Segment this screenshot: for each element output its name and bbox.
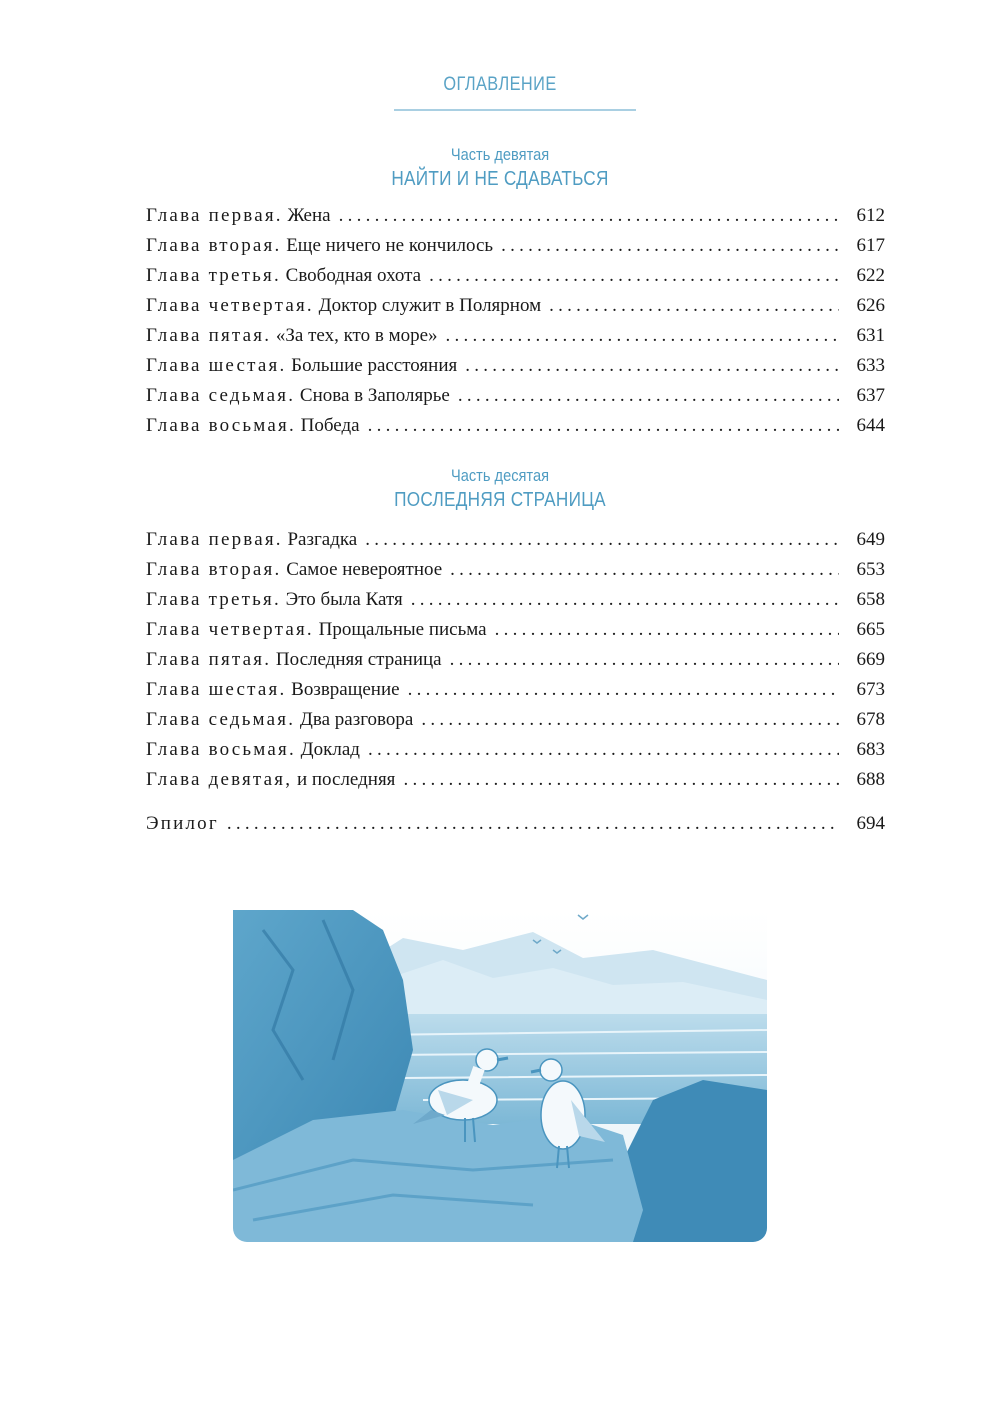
dot-leader (501, 231, 839, 261)
page-number: 644 (856, 415, 885, 436)
chapter-number: Глава вторая. (146, 559, 282, 580)
page-number: 694 (856, 813, 885, 834)
toc-entry[interactable] (146, 201, 885, 231)
page-number: 665 (856, 619, 885, 640)
chapter-title: Самое невероятное (286, 559, 443, 580)
chapter-title: Жена (287, 205, 331, 226)
page-number: 673 (856, 679, 885, 700)
dot-leader (495, 615, 839, 645)
page-number: 617 (856, 235, 885, 256)
part-title: НАЙТИ И НЕ СДАВАТЬСЯ (391, 168, 609, 190)
chapter-title: Это была Катя (285, 589, 403, 610)
dot-leader (458, 381, 839, 411)
toc-entry[interactable] (146, 585, 885, 615)
chapter-number: Глава шестая. (146, 355, 287, 376)
part-ten-chapter-list (146, 525, 885, 795)
chapter-number: Глава седьмая. (146, 385, 296, 406)
chapter-number: Глава третья. (146, 265, 281, 286)
dot-leader (549, 291, 839, 321)
chapter-title: Прощальные письма (318, 619, 487, 640)
part-ten-header (0, 465, 1000, 513)
toc-entry[interactable] (146, 705, 885, 735)
dot-leader (450, 645, 839, 675)
chapter-number: Глава первая. (146, 205, 283, 226)
dot-leader (368, 735, 839, 765)
epilogue-label: Эпилог (146, 813, 219, 834)
toc-entry[interactable] (146, 765, 885, 795)
page-number: 626 (856, 295, 885, 316)
toc-entry[interactable] (146, 381, 885, 411)
illustration-svg (233, 910, 767, 1242)
dot-leader (429, 261, 839, 291)
chapter-number: Глава седьмая. (146, 709, 296, 730)
chapter-number: Глава пятая. (146, 325, 272, 346)
dot-leader (408, 675, 839, 705)
page-number: 649 (856, 529, 885, 550)
dot-leader (227, 809, 839, 839)
toc-entry[interactable] (146, 675, 885, 705)
page-number: 612 (856, 205, 885, 226)
epilogue-list (146, 809, 885, 839)
dot-leader (446, 321, 839, 351)
toc-entry[interactable] (146, 615, 885, 645)
page-number: 669 (856, 649, 885, 670)
chapter-number: Глава девятая, (146, 769, 293, 790)
chapter-title: Доклад (300, 739, 360, 760)
part-title: ПОСЛЕДНЯЯ СТРАНИЦА (394, 489, 606, 511)
chapter-title: «За тех, кто в море» (275, 325, 438, 346)
page-number: 658 (856, 589, 885, 610)
dot-leader (339, 201, 839, 231)
chapter-title: Два разговора (299, 709, 414, 730)
dot-leader (450, 555, 839, 585)
page-number: 653 (856, 559, 885, 580)
toc-entry[interactable] (146, 735, 885, 765)
chapter-number: Глава пятая. (146, 649, 272, 670)
toc-entry[interactable] (146, 645, 885, 675)
chapter-number: Глава четвертая. (146, 295, 314, 316)
chapter-title: Свободная охота (285, 265, 422, 286)
chapter-title: Доктор служит в Полярном (318, 295, 542, 316)
seagulls-coast-illustration (233, 910, 767, 1242)
chapter-number: Глава восьмая. (146, 415, 296, 436)
chapter-title: Разгадка (287, 529, 358, 550)
page-number: 688 (856, 769, 885, 790)
page-number: 622 (856, 265, 885, 286)
part-nine-header (0, 144, 1000, 192)
page-number: 633 (856, 355, 885, 376)
chapter-number: Глава третья. (146, 589, 281, 610)
dot-leader (368, 411, 839, 441)
part-nine-chapter-list (146, 201, 885, 441)
toc-entry[interactable] (146, 291, 885, 321)
chapter-number: Глава вторая. (146, 235, 282, 256)
toc-entry[interactable] (146, 411, 885, 441)
heading-divider (394, 109, 636, 111)
chapter-number: Глава восьмая. (146, 739, 296, 760)
chapter-number: Глава шестая. (146, 679, 287, 700)
chapter-title: Последняя страница (275, 649, 442, 670)
chapter-title: Снова в Заполярье (299, 385, 450, 406)
toc-entry[interactable] (146, 351, 885, 381)
chapter-title: Возвращение (291, 679, 400, 700)
part-label: Часть десятая (450, 466, 550, 485)
toc-entry[interactable] (146, 525, 885, 555)
chapter-number: Глава первая. (146, 529, 283, 550)
toc-entry[interactable] (146, 321, 885, 351)
chapter-title: Победа (300, 415, 360, 436)
toc-entry[interactable] (146, 261, 885, 291)
dot-leader (411, 585, 839, 615)
part-label: Часть девятая (450, 145, 550, 164)
page-number: 637 (856, 385, 885, 406)
chapter-title: Большие расстояния (291, 355, 458, 376)
dot-leader (403, 765, 839, 795)
chapter-number: Глава четвертая. (146, 619, 314, 640)
page-number: 678 (856, 709, 885, 730)
toc-heading: ОГЛАВЛЕНИЕ (443, 74, 557, 95)
dot-leader (365, 525, 839, 555)
toc-entry-epilogue[interactable] (146, 809, 885, 839)
page-number: 683 (856, 739, 885, 760)
chapter-title: и последняя (296, 769, 396, 790)
dot-leader (465, 351, 839, 381)
toc-entry[interactable] (146, 231, 885, 261)
toc-entry[interactable] (146, 555, 885, 585)
chapter-title: Еще ничего не кончилось (286, 235, 494, 256)
dot-leader (421, 705, 839, 735)
page-number: 631 (856, 325, 885, 346)
